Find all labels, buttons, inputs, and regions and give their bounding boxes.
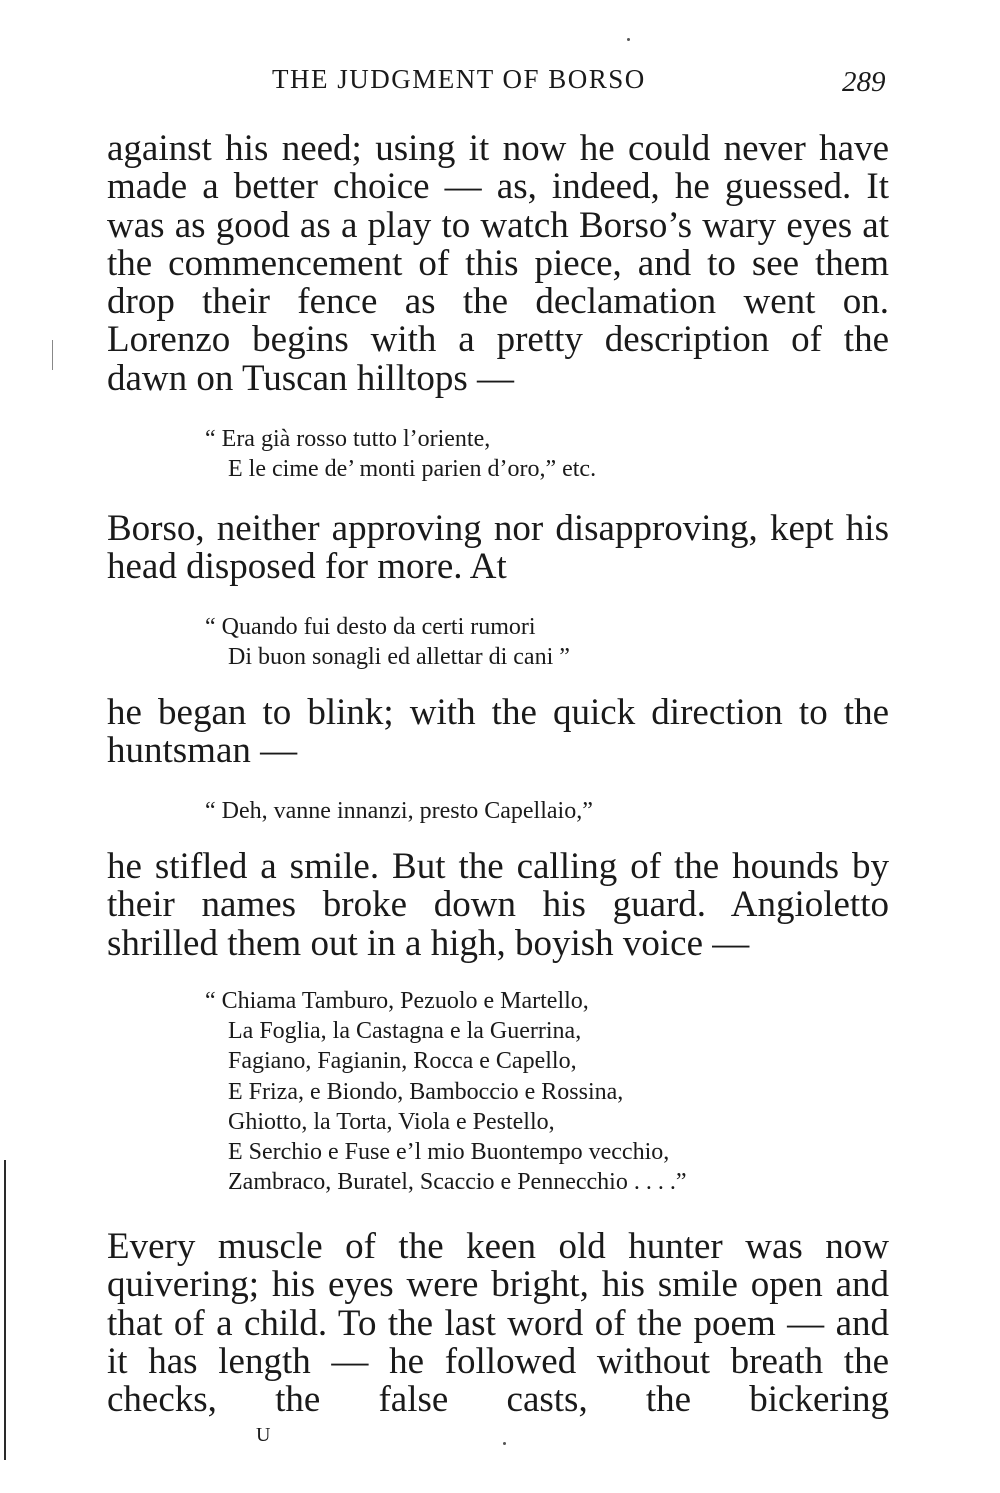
paper-speck [503, 1442, 506, 1445]
verse-line: “ Chiama Tamburo, Pezuolo e Martello, [205, 988, 589, 1014]
verse-line: La Foglia, la Castagna e la Guerrina, [228, 1018, 582, 1045]
paper-speck [627, 38, 630, 41]
verse-line: “ Quando fui desto da certi rumori [205, 614, 536, 640]
signature-mark: U [256, 1424, 272, 1446]
verse-line: Fagiano, Fagianin, Rocca e Capello, [228, 1048, 577, 1075]
verse-line: E le cime de’ monti parien d’oro,” etc. [228, 456, 597, 483]
verse-huntsman [205, 796, 593, 826]
margin-scan-line [4, 1160, 6, 1460]
verse-line: E Serchio e Fuse e’l mio Buontempo vecchio, [228, 1139, 670, 1166]
paragraph-blink: he began to blink; with the quick direction to the huntsman — [107, 692, 889, 772]
verse-hound-names [205, 986, 686, 1197]
paragraph-borso-approving: Borso, neither approving nor disapproving, kept his head disposed for more. At [107, 508, 889, 588]
margin-scan-mark [52, 340, 53, 370]
paragraph-every-muscle: Every muscle of the keen old hunter was now quivering; his eyes were bright, his smile open and that of a child. To the last word of the poem — and it has length — he followed without breath the checks, the false casts, the bickering [107, 1226, 889, 1421]
paragraph-opening: against his need; using it now he could never have made a better choice — as, indeed, he guessed. It was as good as a play to watch Borso’s wary eyes at the commencement of this piece, and to see them drop their fence as the declamation went on. Lorenzo begins with a pretty description of the dawn on Tuscan hilltops — [107, 128, 889, 399]
page-number: 289 [842, 66, 886, 98]
verse-line: Di buon sonagli ed allettar di cani ” [228, 644, 570, 671]
running-head-title: THE JUDGMENT OF BORSO [272, 64, 646, 94]
verse-dawn [205, 424, 596, 484]
verse-line: Ghiotto, la Torta, Viola e Pestello, [228, 1108, 555, 1135]
running-head [0, 64, 1000, 104]
verse-line: “ Deh, vanne innanzi, presto Capellaio,” [205, 798, 593, 824]
paragraph-hounds: he stifled a smile. But the calling of the hounds by their names broke down his guard. Angioletto shrilled them out in a high, boyish voice — [107, 846, 889, 964]
verse-line: E Friza, e Biondo, Bamboccio e Rossina, [228, 1078, 624, 1105]
verse-line: “ Era già rosso tutto l’oriente, [205, 426, 491, 452]
verse-line: Zambraco, Buratel, Scaccio e Pennecchio . . . .” [228, 1169, 687, 1196]
verse-awakening [205, 612, 570, 672]
